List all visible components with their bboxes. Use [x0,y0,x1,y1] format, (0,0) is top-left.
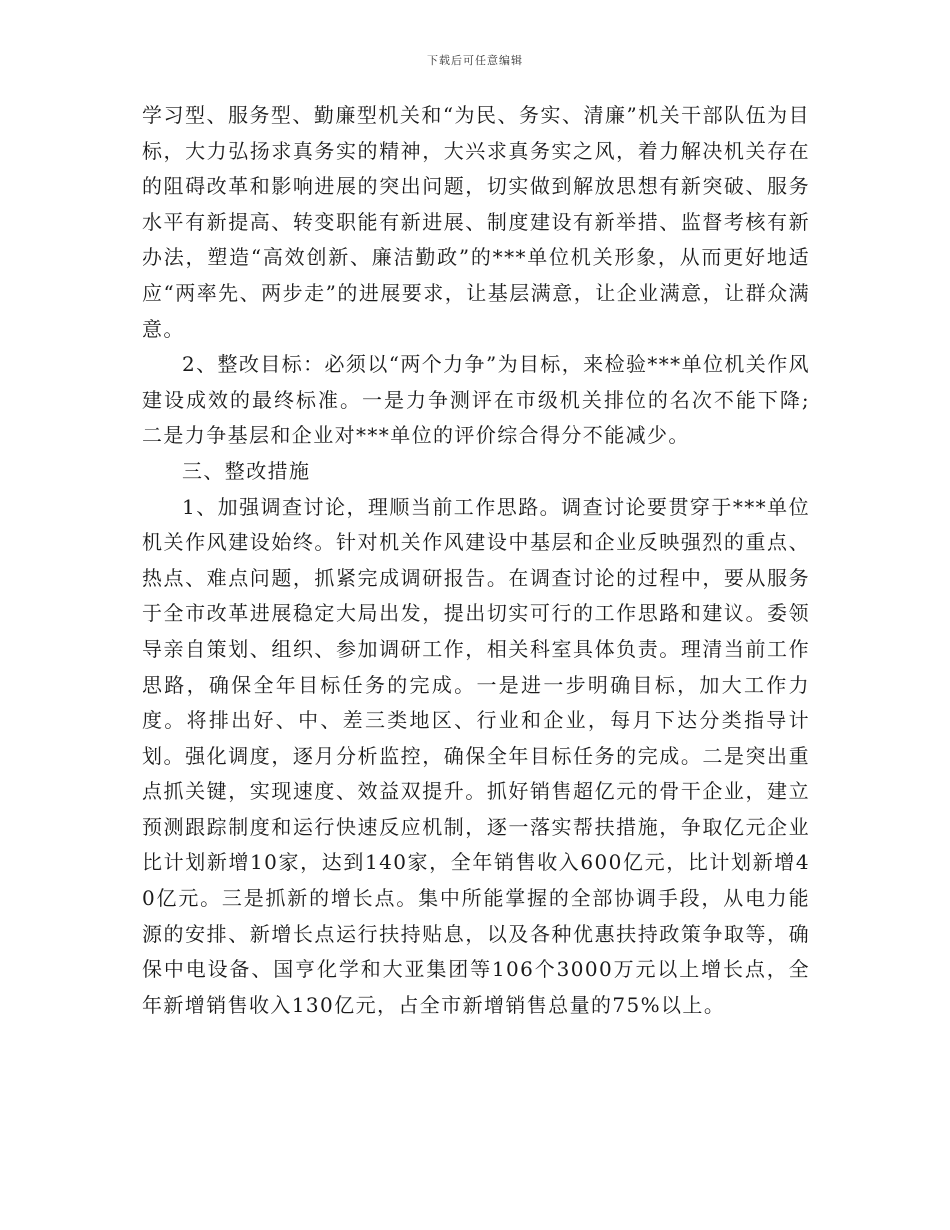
paragraph-rectification-target: 2、整改目标：必须以“两个力争”为目标，来检验***单位机关作风建设成效的最终标准。一是力争测评在市级机关排位的名次不能下降;二是力争基层和企业对***单位的评价综合得分不能减少。 [142,352,810,448]
section-heading-measures: 三、整改措施 [182,458,311,483]
page-header: 下载后可任意编辑 [427,54,523,67]
paragraph-goal-continuation: 学习型、服务型、勤廉型机关和“为民、务实、清廉”机关干部队伍为目标，大力弘扬求真务实的精神，大兴求真务实之风，着力解决机关存在的阻碍改革和影响进展的突出问题，切实做到解放思想有新突破、服务水平有新提高、转变职能有新进展、制度建设有新举措、监督考核有新办法，塑造“高效创新、廉洁勤政”的***单位机关形象，从而更好地适应“两率先、两步走”的进展要求，让基层满意，让企业满意，让群众满意。 [142,103,810,341]
document-body [142,98,810,1023]
paragraph-measure-1: 1、加强调查讨论，理顺当前工作思路。调查讨论要贯穿于***单位机关作风建设始终。针对机关作风建设中基层和企业反映强烈的重点、热点、难点问题，抓紧完成调研报告。在调查讨论的过程中，要从服务于全市改革进展稳定大局出发，提出切实可行的工作思路和建议。委领导亲自策划、组织、参加调研工作，相关科室具体负责。理清当前工作思路，确保全年目标任务的完成。一是进一步明确目标，加大工作力度。将排出好、中、差三类地区、行业和企业，每月下达分类指导计划。强化调度，逐月分析监控，确保全年目标任务的完成。二是突出重点抓关键，实现速度、效益双提升。抓好销售超亿元的骨干企业，建立预测跟踪制度和运行快速反应机制，逐一落实帮扶措施，争取亿元企业比计划新增10家，达到140家，全年销售收入600亿元，比计划新增40亿元。三是抓新的增长点。集中所能掌握的全部协调手段，从电力能源的安排、新增长点运行扶持贴息，以及各种优惠扶持政策争取等，确保中电设备、国亨化学和大亚集团等106个3000万元以上增长点，全年新增销售收入130亿元，占全市新增销售总量的75%以上。 [142,494,810,1017]
